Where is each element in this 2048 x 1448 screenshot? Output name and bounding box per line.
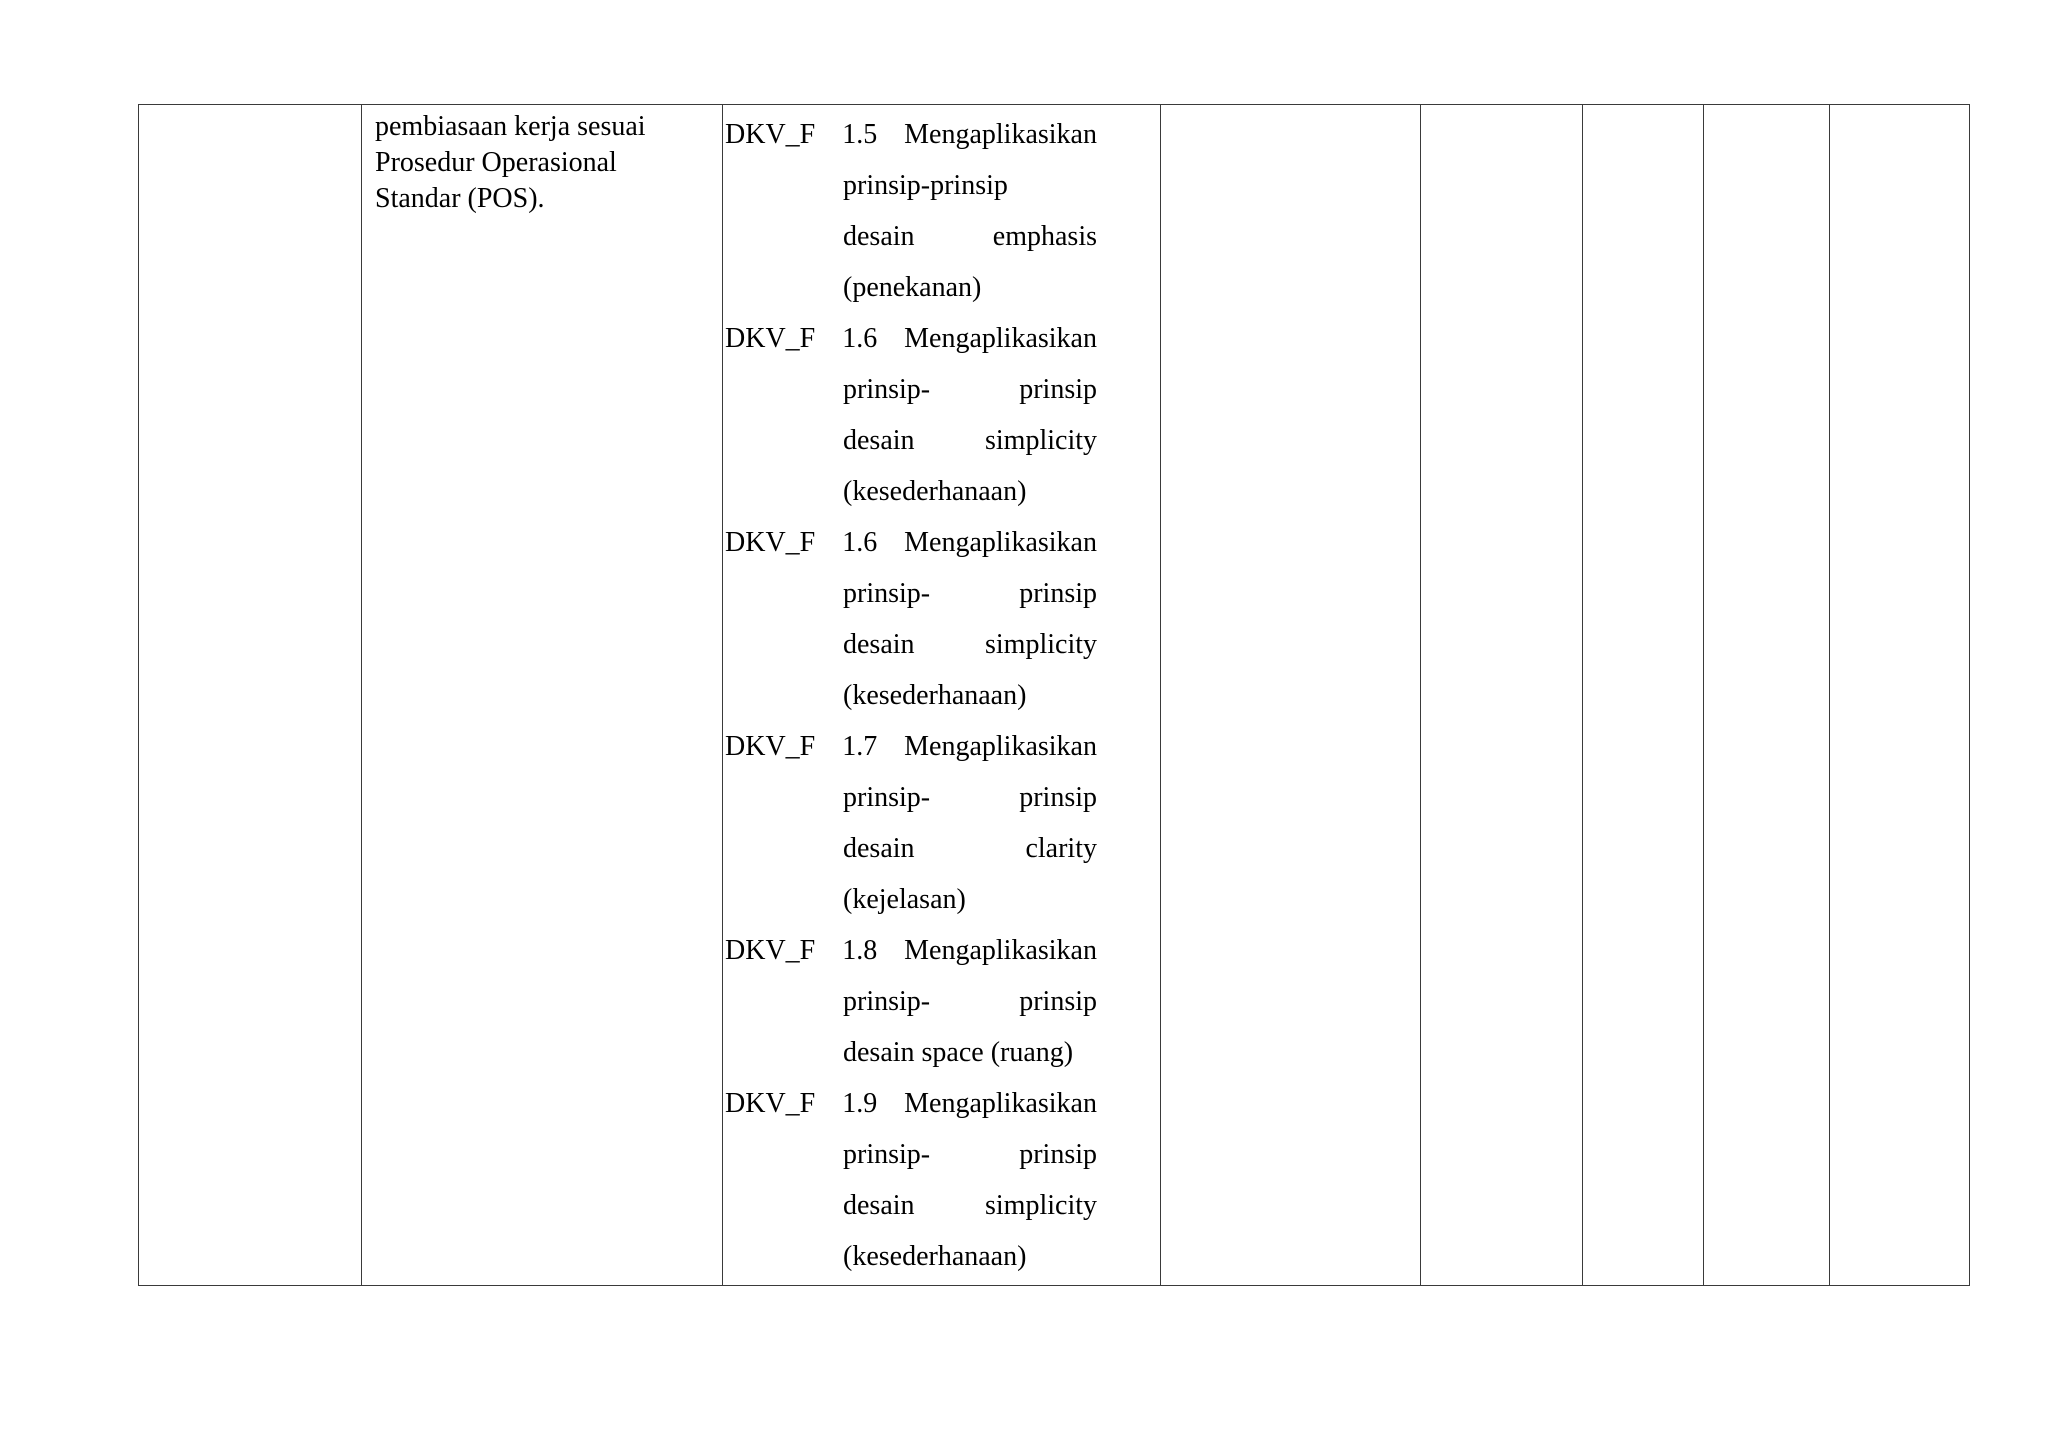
objective-verb: Mengaplikasikan	[904, 527, 1097, 558]
objective-line: (kesederhanaan)	[843, 1241, 1027, 1272]
cell-empty	[139, 105, 361, 1285]
objective-heading	[725, 925, 1097, 976]
objective-line: (penekanan)	[843, 272, 982, 303]
objective-line: prinsip- prinsip	[843, 578, 1097, 609]
objective-code: DKV_F	[725, 323, 816, 354]
objective-item	[725, 517, 1097, 721]
objective-item	[725, 109, 1097, 313]
objective-heading	[725, 517, 1097, 568]
objective-code: DKV_F	[725, 119, 816, 150]
description-line: Standar (POS).	[375, 183, 545, 214]
objective-line: prinsip- prinsip	[843, 1139, 1097, 1170]
description-line: pembiasaan kerja sesuai	[375, 111, 646, 142]
cell-description	[375, 109, 695, 217]
objective-line: prinsip- prinsip	[843, 782, 1097, 813]
objective-item	[725, 313, 1097, 517]
objective-item	[725, 1078, 1097, 1282]
objective-line: desain simplicity	[843, 425, 1097, 456]
objective-code: DKV_F	[725, 1088, 816, 1119]
objective-line: (kesederhanaan)	[843, 680, 1027, 711]
objective-number: 1.9	[842, 1088, 878, 1119]
objective-code: DKV_F	[725, 935, 816, 966]
cell-empty	[1703, 105, 1829, 1285]
objective-verb: Mengaplikasikan	[904, 1088, 1097, 1119]
objective-line: desain simplicity	[843, 1190, 1097, 1221]
cell-objectives	[725, 109, 1097, 1282]
objective-heading	[725, 313, 1097, 364]
objective-heading	[725, 721, 1097, 772]
objective-line: (kejelasan)	[843, 884, 966, 915]
objective-number: 1.5	[842, 119, 878, 150]
cell-empty	[1829, 105, 1969, 1285]
objective-number: 1.7	[842, 731, 878, 762]
objective-item	[725, 721, 1097, 925]
cell-empty	[1420, 105, 1582, 1285]
objective-heading	[725, 1078, 1097, 1129]
objective-line: prinsip-prinsip	[843, 170, 1008, 201]
objective-number: 1.6	[842, 323, 878, 354]
objective-line: desain clarity	[843, 833, 1097, 864]
objective-number: 1.8	[842, 935, 878, 966]
objective-number: 1.6	[842, 527, 878, 558]
column-divider	[722, 105, 723, 1285]
description-line: Prosedur Operasional	[375, 147, 617, 178]
cell-empty	[1160, 105, 1420, 1285]
objective-line: desain emphasis	[843, 221, 1097, 252]
objective-line: prinsip- prinsip	[843, 986, 1097, 1017]
objective-line: (kesederhanaan)	[843, 476, 1027, 507]
objective-verb: Mengaplikasikan	[904, 935, 1097, 966]
objective-verb: Mengaplikasikan	[904, 731, 1097, 762]
cell-empty	[1582, 105, 1703, 1285]
objective-heading	[725, 109, 1097, 160]
column-divider	[361, 105, 362, 1285]
objective-verb: Mengaplikasikan	[904, 323, 1097, 354]
table	[138, 104, 1970, 1286]
objective-code: DKV_F	[725, 731, 816, 762]
objective-verb: Mengaplikasikan	[904, 119, 1097, 150]
objective-line: desain simplicity	[843, 629, 1097, 660]
objective-item	[725, 925, 1097, 1078]
objective-line: prinsip- prinsip	[843, 374, 1097, 405]
objective-line: desain space (ruang)	[843, 1037, 1074, 1068]
objective-code: DKV_F	[725, 527, 816, 558]
